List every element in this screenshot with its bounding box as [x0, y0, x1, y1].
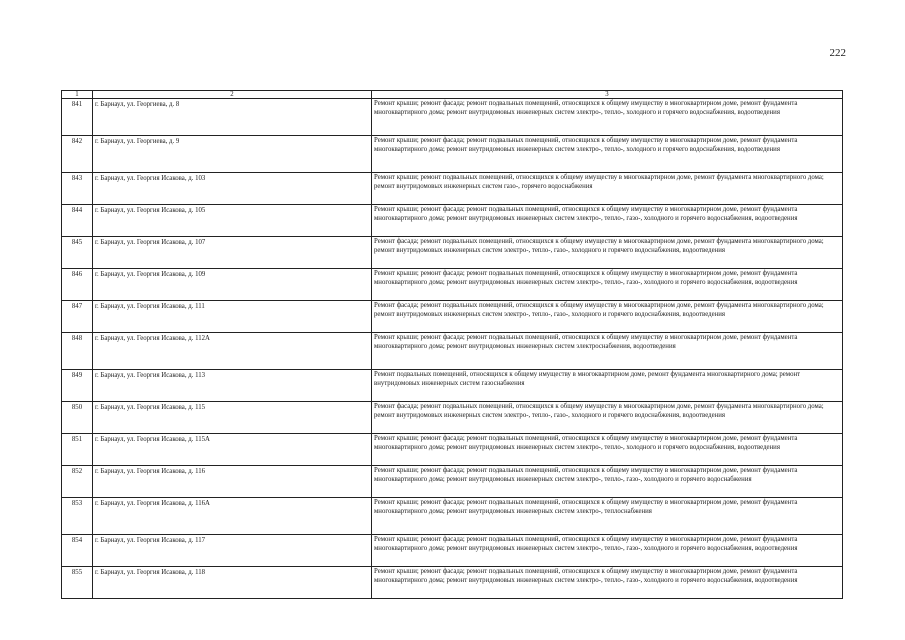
table-row [62, 535, 843, 567]
table-row [62, 466, 843, 498]
row-number-cell: 844 [62, 205, 93, 237]
works-cell: Ремонт крыши; ремонт фасада; ремонт подвальных помещений, относящихся к общему имуществу в многоквартирном доме, ремонт фундамента многоквартирного дома; ремонт внутридомовых инженерных систем электро-, тепло-, газо-, холодного и горячего водоснабжения, водоотведения [372, 567, 843, 599]
works-cell: Ремонт крыши; ремонт фасада; ремонт подвальных помещений, относящихся к общему имуществу в многоквартирном доме, ремонт фундамента многоквартирного дома; ремонт внутридомовых инженерных систем электро-, тепло-, холодного и горячего водоснабжения, водоотведения [372, 136, 843, 173]
works-cell: Ремонт крыши; ремонт фасада; ремонт подвальных помещений, относящихся к общему имуществу в многоквартирном доме, ремонт фундамента многоквартирного дома; ремонт внутридомовых инженерных систем электро-, тепло-, холодного и горячего водоснабжения, водоотведения [372, 99, 843, 136]
works-cell: Ремонт крыши; ремонт фасада; ремонт подвальных помещений, относящихся к общему имуществу в многоквартирном доме, ремонт фундамента многоквартирного дома; ремонт внутридомовых инженерных систем электро-, тепло-, холодного и горячего водоснабжения, водоотведения [372, 434, 843, 466]
address-cell: г. Барнаул, ул. Георгия Исакова, д. 111 [93, 301, 372, 333]
row-number-cell: 848 [62, 333, 93, 370]
row-number-cell: 849 [62, 370, 93, 402]
row-number-cell: 853 [62, 498, 93, 535]
row-number-cell: 855 [62, 567, 93, 599]
table-body [62, 99, 843, 599]
address-cell: г. Барнаул, ул. Георгия Исакова, д. 113 [93, 370, 372, 402]
address-cell: г. Барнаул, ул. Георгия Исакова, д. 105 [93, 205, 372, 237]
table-row [62, 567, 843, 599]
works-cell: Ремонт подвальных помещений, относящихся к общему имуществу в многоквартирном доме, ремонт фундамента многоквартирного дома; ремонт внутридомовых инженерных систем газоснабжения [372, 370, 843, 402]
housing-repair-table [61, 90, 843, 599]
table-row [62, 333, 843, 370]
page-number: 222 [829, 47, 846, 59]
works-cell: Ремонт крыши; ремонт фасада; ремонт подвальных помещений, относящихся к общему имуществу в многоквартирном доме, ремонт фундамента многоквартирного дома; ремонт внутридомовых инженерных систем электро-, тепло-, газо-, холодного и горячего водоснабжения [372, 466, 843, 498]
works-cell: Ремонт фасада; ремонт подвальных помещений, относящихся к общему имуществу в многоквартирном доме, ремонт фундамента многоквартирного дома; ремонт внутридомовых инженерных систем электро-, тепло-, газо-, холодного и горячего водоснабжения, водоотведения [372, 402, 843, 434]
works-cell: Ремонт крыши; ремонт фасада; ремонт подвальных помещений, относящихся к общему имуществу в многоквартирном доме, ремонт фундамента многоквартирного дома; ремонт внутридомовых инженерных систем электро-, теплоснабжения [372, 498, 843, 535]
table-row [62, 434, 843, 466]
address-cell: г. Барнаул, ул. Георгия Исакова, д. 118 [93, 567, 372, 599]
works-cell: Ремонт крыши; ремонт фасада; ремонт подвальных помещений, относящихся к общему имуществу в многоквартирном доме, ремонт фундамента многоквартирного дома; ремонт внутридомовых инженерных систем электро-, тепло-, газо-, холодного и горячего водоснабжения, водоотведения [372, 535, 843, 567]
address-cell: г. Барнаул, ул. Георгия Исакова, д. 117 [93, 535, 372, 567]
works-cell: Ремонт крыши; ремонт фасада; ремонт подвальных помещений, относящихся к общему имуществу в многоквартирном доме, ремонт фундамента многоквартирного дома; ремонт внутридомовых инженерных систем электро-, тепло-, газо-, холодного и горячего водоснабжения, водоотведения [372, 205, 843, 237]
address-cell: г. Барнаул, ул. Георгия Исакова, д. 112А [93, 333, 372, 370]
table-row [62, 99, 843, 136]
row-number-cell: 846 [62, 269, 93, 301]
table-row [62, 136, 843, 173]
address-cell: г. Барнаул, ул. Георгиева, д. 9 [93, 136, 372, 173]
row-number-cell: 852 [62, 466, 93, 498]
row-number-cell: 847 [62, 301, 93, 333]
address-cell: г. Барнаул, ул. Георгия Исакова, д. 115А [93, 434, 372, 466]
column-header-address: 2 [93, 91, 372, 99]
table-header-row [62, 91, 843, 99]
row-number-cell: 842 [62, 136, 93, 173]
table-row [62, 269, 843, 301]
table-row [62, 173, 843, 205]
address-cell: г. Барнаул, ул. Георгиева, д. 8 [93, 99, 372, 136]
works-cell: Ремонт фасада; ремонт подвальных помещений, относящихся к общему имуществу в многоквартирном доме, ремонт фундамента многоквартирного дома; ремонт внутридомовых инженерных систем электро-, тепло-, газо-, холодного и горячего водоснабжения, водоотведения [372, 301, 843, 333]
table-row [62, 301, 843, 333]
row-number-cell: 851 [62, 434, 93, 466]
address-cell: г. Барнаул, ул. Георгия Исакова, д. 103 [93, 173, 372, 205]
table-row [62, 237, 843, 269]
works-cell: Ремонт крыши; ремонт фасада; ремонт подвальных помещений, относящихся к общему имуществу в многоквартирном доме, ремонт фундамента многоквартирного дома; ремонт внутридомовых инженерных систем электроснабжения, водоотведения [372, 333, 843, 370]
table-row [62, 498, 843, 535]
row-number-cell: 854 [62, 535, 93, 567]
table-row [62, 402, 843, 434]
address-cell: г. Барнаул, ул. Георгия Исакова, д. 116А [93, 498, 372, 535]
table-row [62, 370, 843, 402]
row-number-cell: 843 [62, 173, 93, 205]
works-cell: Ремонт фасада; ремонт подвальных помещений, относящихся к общему имуществу в многоквартирном доме, ремонт фундамента многоквартирного дома; ремонт внутридомовых инженерных систем электро-, тепло-, газо-, холодного и горячего водоснабжения, водоотведения [372, 237, 843, 269]
works-cell: Ремонт крыши; ремонт подвальных помещений, относящихся к общему имуществу в многоквартирном доме, ремонт фундамента многоквартирного дома; ремонт внутридомовых инженерных систем газо-, горячего водоснабжения [372, 173, 843, 205]
table-row [62, 205, 843, 237]
address-cell: г. Барнаул, ул. Георгия Исакова, д. 116 [93, 466, 372, 498]
column-header-works: 3 [372, 91, 843, 99]
row-number-cell: 850 [62, 402, 93, 434]
address-cell: г. Барнаул, ул. Георгия Исакова, д. 109 [93, 269, 372, 301]
address-cell: г. Барнаул, ул. Георгия Исакова, д. 107 [93, 237, 372, 269]
row-number-cell: 845 [62, 237, 93, 269]
row-number-cell: 841 [62, 99, 93, 136]
address-cell: г. Барнаул, ул. Георгия Исакова, д. 115 [93, 402, 372, 434]
works-cell: Ремонт крыши; ремонт фасада; ремонт подвальных помещений, относящихся к общему имуществу в многоквартирном доме, ремонт фундамента многоквартирного дома; ремонт внутридомовых инженерных систем электро-, тепло-, газо-, холодного и горячего водоснабжения, водоотведения [372, 269, 843, 301]
column-header-number: 1 [62, 91, 93, 99]
